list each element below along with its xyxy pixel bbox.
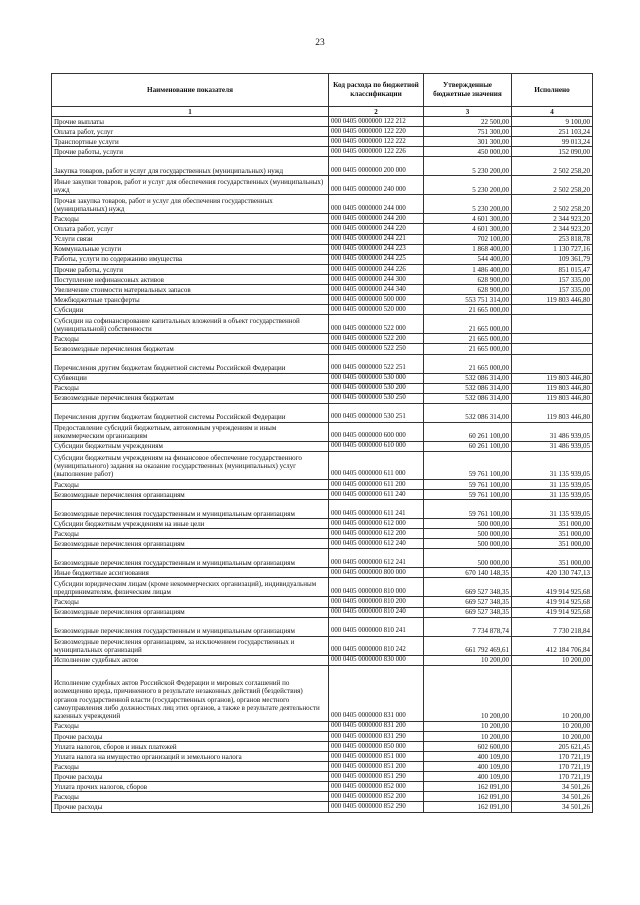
row-code: 000 0405 0000000 122 226 [329, 147, 424, 157]
row-code: 000 0405 0000000 244 221 [329, 234, 424, 244]
row-executed [512, 334, 593, 344]
row-name: Коммунальные услуги [52, 244, 329, 254]
table-body [52, 117, 593, 813]
row-approved: 532 086 314,00 [424, 393, 512, 403]
row-code: 000 0405 0000000 850 000 [329, 741, 424, 751]
row-code: 000 0405 0000000 612 200 [329, 529, 424, 539]
row-name: Уплата налога на имущество организаций и земельного налога [52, 752, 329, 762]
row-executed: 31 135 939,05 [512, 500, 593, 519]
row-name: Субсидии на софинансирование капитальных вложений в объект государственной (муниципальной) собственности [52, 315, 329, 334]
row-code: 000 0405 0000000 852 000 [329, 782, 424, 792]
row-code: 000 0405 0000000 600 000 [329, 422, 424, 441]
row-name: Иные бюджетные ассигнования [52, 568, 329, 578]
row-approved: 10 200,00 [424, 731, 512, 741]
table-row [52, 617, 593, 636]
row-approved: 7 734 878,74 [424, 617, 512, 636]
row-executed: 351 000,00 [512, 539, 593, 549]
row-executed: 251 103,24 [512, 127, 593, 137]
row-code: 000 0405 0000000 530 200 [329, 383, 424, 393]
row-approved: 10 200,00 [424, 665, 512, 721]
row-executed: 1 130 727,16 [512, 244, 593, 254]
row-code: 000 0405 0000000 122 222 [329, 137, 424, 147]
row-approved: 1 868 400,00 [424, 244, 512, 254]
row-code: 000 0405 0000000 530 250 [329, 393, 424, 403]
row-code: 000 0405 0000000 610 000 [329, 441, 424, 451]
page-number: 23 [315, 38, 325, 48]
row-name: Поступление нефинансовых активов [52, 274, 329, 284]
row-approved: 22 500,00 [424, 117, 512, 127]
row-approved: 628 900,00 [424, 274, 512, 284]
row-executed: 157 335,00 [512, 274, 593, 284]
row-code: 000 0405 0000000 831 200 [329, 721, 424, 731]
row-approved: 5 230 200,00 [424, 195, 512, 214]
row-executed: 119 803 446,80 [512, 403, 593, 422]
row-name: Прочие расходы [52, 772, 329, 782]
row-name: Безвозмездные перечисления организациям, за исключением государственных и муниципальных организаций [52, 636, 329, 655]
row-code: 000 0405 0000000 830 000 [329, 655, 424, 665]
row-approved: 500 000,00 [424, 539, 512, 549]
table-row [52, 741, 593, 751]
row-executed: 31 486 939,05 [512, 422, 593, 441]
table-row [52, 519, 593, 529]
row-executed: 419 914 925,68 [512, 597, 593, 607]
row-approved: 544 400,00 [424, 254, 512, 264]
table-row [52, 441, 593, 451]
row-name: Безвозмездные перечисления организациям [52, 607, 329, 617]
row-name: Безвозмездные перечисления организациям [52, 539, 329, 549]
table-row [52, 224, 593, 234]
row-code: 000 0405 0000000 244 223 [329, 244, 424, 254]
row-approved: 532 086 314,00 [424, 373, 512, 383]
row-executed: 2 344 923,20 [512, 214, 593, 224]
row-code: 000 0405 0000000 244 340 [329, 285, 424, 295]
row-code: 000 0405 0000000 810 240 [329, 607, 424, 617]
row-executed: 119 803 446,80 [512, 383, 593, 393]
header-name: Наименование показателя [52, 74, 329, 107]
row-approved: 500 000,00 [424, 529, 512, 539]
col-number-2: 2 [329, 107, 424, 117]
row-approved: 60 261 100,00 [424, 441, 512, 451]
row-code: 000 0405 0000000 612 240 [329, 539, 424, 549]
row-code: 000 0405 0000000 852 290 [329, 802, 424, 812]
row-code: 000 0405 0000000 244 000 [329, 195, 424, 214]
table-row [52, 393, 593, 403]
row-approved: 669 527 348,35 [424, 597, 512, 607]
row-name: Безвозмездные перечисления организациям [52, 489, 329, 499]
row-name: Прочие работы, услуги [52, 264, 329, 274]
row-name: Расходы [52, 529, 329, 539]
row-approved: 59 761 100,00 [424, 489, 512, 499]
row-approved: 661 792 469,61 [424, 636, 512, 655]
row-code: 000 0405 0000000 530 000 [329, 373, 424, 383]
table-row [52, 451, 593, 479]
row-executed: 152 090,00 [512, 147, 593, 157]
row-name: Субсидии [52, 305, 329, 315]
row-approved: 4 601 300,00 [424, 214, 512, 224]
row-approved: 60 261 100,00 [424, 422, 512, 441]
row-name: Субсидии юридическим лицам (кроме некоммерческих организаций), индивидуальным предпринимателям, физическим лицам [52, 578, 329, 597]
row-code: 000 0405 0000000 244 220 [329, 224, 424, 234]
row-name: Работы, услуги по содержанию имущества [52, 254, 329, 264]
row-executed: 205 621,45 [512, 741, 593, 751]
row-executed: 10 200,00 [512, 731, 593, 741]
row-executed: 2 502 258,20 [512, 195, 593, 214]
row-code: 000 0405 0000000 810 242 [329, 636, 424, 655]
row-executed: 9 100,00 [512, 117, 593, 127]
table-row [52, 752, 593, 762]
row-name: Прочие расходы [52, 802, 329, 812]
row-code: 000 0405 0000000 611 000 [329, 451, 424, 479]
row-code: 000 0405 0000000 240 000 [329, 176, 424, 195]
row-name: Расходы [52, 479, 329, 489]
row-approved: 400 109,00 [424, 772, 512, 782]
row-executed: 170 721,19 [512, 762, 593, 772]
row-name: Субвенции [52, 373, 329, 383]
row-name: Перечисления другим бюджетам бюджетной системы Российской Федерации [52, 354, 329, 373]
row-code: 000 0405 0000000 611 241 [329, 500, 424, 519]
row-approved: 301 300,00 [424, 137, 512, 147]
row-name: Закупка товаров, работ и услуг для государственных (муниципальных) нужд [52, 157, 329, 176]
row-executed: 351 000,00 [512, 519, 593, 529]
row-approved: 10 200,00 [424, 721, 512, 731]
row-code: 000 0405 0000000 810 000 [329, 578, 424, 597]
row-code: 000 0405 0000000 800 000 [329, 568, 424, 578]
row-name: Расходы [52, 597, 329, 607]
row-executed: 351 000,00 [512, 549, 593, 568]
header-approved: Утвержденные бюджетные значения [424, 74, 512, 107]
row-executed: 119 803 446,80 [512, 373, 593, 383]
row-code: 000 0405 0000000 852 200 [329, 792, 424, 802]
table-row [52, 597, 593, 607]
row-name: Межбюджетные трансферты [52, 295, 329, 305]
table-row [52, 176, 593, 195]
row-code: 000 0405 0000000 612 000 [329, 519, 424, 529]
row-executed: 119 803 446,80 [512, 393, 593, 403]
table-row [52, 157, 593, 176]
table-row [52, 254, 593, 264]
row-name: Прочие расходы [52, 731, 329, 741]
row-name: Транспортные услуги [52, 137, 329, 147]
row-approved: 450 000,00 [424, 147, 512, 157]
row-executed: 2 344 923,20 [512, 224, 593, 234]
row-executed: 10 200,00 [512, 665, 593, 721]
table-row [52, 305, 593, 315]
row-name: Расходы [52, 334, 329, 344]
table-row [52, 117, 593, 127]
row-code: 000 0405 0000000 122 220 [329, 127, 424, 137]
row-code: 000 0405 0000000 244 200 [329, 214, 424, 224]
table-row [52, 344, 593, 354]
row-name: Расходы [52, 214, 329, 224]
row-name: Иные закупки товаров, работ и услуг для обеспечения государственных (муниципальных) нужд [52, 176, 329, 195]
row-name: Расходы [52, 762, 329, 772]
table-row [52, 479, 593, 489]
row-executed: 170 721,19 [512, 752, 593, 762]
row-name: Безвозмездные перечисления государственным и муниципальным организациям [52, 617, 329, 636]
row-code: 000 0405 0000000 522 200 [329, 334, 424, 344]
table-row [52, 264, 593, 274]
row-name: Исполнение судебных актов [52, 655, 329, 665]
row-executed [512, 344, 593, 354]
table-row [52, 295, 593, 305]
row-approved: 59 761 100,00 [424, 500, 512, 519]
row-code: 000 0405 0000000 611 240 [329, 489, 424, 499]
row-executed: 2 502 258,20 [512, 176, 593, 195]
header-code: Код расхода по бюджетной классификации [329, 74, 424, 107]
row-executed: 351 000,00 [512, 529, 593, 539]
row-code: 000 0405 0000000 831 000 [329, 665, 424, 721]
row-code: 000 0405 0000000 851 000 [329, 752, 424, 762]
row-name: Перечисления другим бюджетам бюджетной системы Российской Федерации [52, 403, 329, 422]
row-approved: 21 665 000,00 [424, 334, 512, 344]
row-name: Прочие выплаты [52, 117, 329, 127]
table-row [52, 137, 593, 147]
row-name: Безвозмездные перечисления бюджетам [52, 344, 329, 354]
row-name: Субсидии бюджетным учреждениям на финансовое обеспечение государственного (муниципального) задания на оказание государственных (муниципальных) услуг (выполнение работ) [52, 451, 329, 479]
row-executed: 31 135 939,05 [512, 451, 593, 479]
row-executed: 31 486 939,05 [512, 441, 593, 451]
row-executed [512, 354, 593, 373]
table-row [52, 234, 593, 244]
row-code: 000 0405 0000000 244 225 [329, 254, 424, 264]
row-executed: 157 335,00 [512, 285, 593, 295]
row-approved: 628 900,00 [424, 285, 512, 295]
row-approved: 21 665 000,00 [424, 315, 512, 334]
row-code: 000 0405 0000000 522 250 [329, 344, 424, 354]
col-number-4: 4 [512, 107, 593, 117]
row-approved: 532 086 314,00 [424, 383, 512, 393]
table-row [52, 772, 593, 782]
row-approved: 59 761 100,00 [424, 479, 512, 489]
row-code: 000 0405 0000000 244 300 [329, 274, 424, 284]
row-code: 000 0405 0000000 810 241 [329, 617, 424, 636]
row-executed: 419 914 925,68 [512, 607, 593, 617]
row-approved: 553 751 314,00 [424, 295, 512, 305]
row-code: 000 0405 0000000 851 200 [329, 762, 424, 772]
row-approved: 602 600,00 [424, 741, 512, 751]
row-executed: 34 501,26 [512, 792, 593, 802]
table-row [52, 578, 593, 597]
row-name: Прочая закупка товаров, работ и услуг для обеспечения государственных (муниципальных) нужд [52, 195, 329, 214]
row-code: 000 0405 0000000 520 000 [329, 305, 424, 315]
table-row [52, 792, 593, 802]
table-row [52, 655, 593, 665]
table-row [52, 489, 593, 499]
row-executed: 2 502 258,20 [512, 157, 593, 176]
row-name: Безвозмездные перечисления бюджетам [52, 393, 329, 403]
row-approved: 669 527 348,35 [424, 578, 512, 597]
row-approved: 400 109,00 [424, 762, 512, 772]
row-approved: 1 486 400,00 [424, 264, 512, 274]
table-row [52, 782, 593, 792]
row-name: Расходы [52, 792, 329, 802]
row-executed: 419 914 925,68 [512, 578, 593, 597]
table-row [52, 731, 593, 741]
row-approved: 10 200,00 [424, 655, 512, 665]
row-approved: 669 527 348,35 [424, 607, 512, 617]
row-name: Расходы [52, 383, 329, 393]
row-approved: 21 665 000,00 [424, 344, 512, 354]
row-executed: 119 803 446,80 [512, 295, 593, 305]
row-name: Расходы [52, 721, 329, 731]
table-row [52, 721, 593, 731]
row-approved: 59 761 100,00 [424, 451, 512, 479]
table-row [52, 373, 593, 383]
table-row [52, 802, 593, 812]
table-row [52, 568, 593, 578]
row-executed: 7 730 218,84 [512, 617, 593, 636]
table-row [52, 334, 593, 344]
row-name: Субсидии бюджетным учреждениям на иные цели [52, 519, 329, 529]
table-row [52, 285, 593, 295]
row-executed: 253 818,78 [512, 234, 593, 244]
row-executed [512, 305, 593, 315]
table-row [52, 315, 593, 334]
row-executed: 99 013,24 [512, 137, 593, 147]
row-name: Безвозмездные перечисления государственным и муниципальным организациям [52, 549, 329, 568]
row-code: 000 0405 0000000 810 200 [329, 597, 424, 607]
row-name: Услуги связи [52, 234, 329, 244]
table-row [52, 127, 593, 137]
row-approved: 532 086 314,00 [424, 403, 512, 422]
table-row [52, 147, 593, 157]
row-approved: 162 091,00 [424, 802, 512, 812]
table-row [52, 665, 593, 721]
col-number-1: 1 [52, 107, 329, 117]
row-executed: 170 721,19 [512, 772, 593, 782]
row-executed: 109 361,79 [512, 254, 593, 264]
row-code: 000 0405 0000000 200 000 [329, 157, 424, 176]
row-executed: 31 135 939,05 [512, 479, 593, 489]
row-code: 000 0405 0000000 522 251 [329, 354, 424, 373]
row-approved: 500 000,00 [424, 519, 512, 529]
table-row [52, 500, 593, 519]
row-code: 000 0405 0000000 500 000 [329, 295, 424, 305]
row-code: 000 0405 0000000 522 000 [329, 315, 424, 334]
table-row [52, 539, 593, 549]
row-executed: 10 200,00 [512, 655, 593, 665]
row-code: 000 0405 0000000 612 241 [329, 549, 424, 568]
row-name: Оплата работ, услуг [52, 224, 329, 234]
table-row [52, 274, 593, 284]
table-row [52, 214, 593, 224]
row-executed: 412 184 706,84 [512, 636, 593, 655]
table-row [52, 529, 593, 539]
row-executed: 420 130 747,13 [512, 568, 593, 578]
row-code: 000 0405 0000000 122 212 [329, 117, 424, 127]
row-code: 000 0405 0000000 530 251 [329, 403, 424, 422]
row-name: Безвозмездные перечисления государственным и муниципальным организациям [52, 500, 329, 519]
row-approved: 5 230 200,00 [424, 176, 512, 195]
row-approved: 5 230 200,00 [424, 157, 512, 176]
row-executed: 10 200,00 [512, 721, 593, 731]
row-code: 000 0405 0000000 831 290 [329, 731, 424, 741]
row-approved: 21 665 000,00 [424, 305, 512, 315]
row-executed: 31 135 939,05 [512, 489, 593, 499]
row-name: Прочие работы, услуги [52, 147, 329, 157]
row-name: Исполнение судебных актов Российской Федерации и мировых соглашений по возмещению вреда, причиненного в результате незаконных действий (бездействия) органов государственной власти (государственных органов), органов местного самоуправления либо должностных лиц этих органов, а также в результате деятельности казенных учреждений [52, 665, 329, 721]
budget-table [51, 73, 593, 813]
row-name: Предоставление субсидий бюджетным, автономным учреждениям и иным некоммерческим организациям [52, 422, 329, 441]
row-approved: 4 601 300,00 [424, 224, 512, 234]
row-approved: 500 000,00 [424, 549, 512, 568]
row-name: Уплата налогов, сборов и иных платежей [52, 741, 329, 751]
row-name: Субсидии бюджетным учреждениям [52, 441, 329, 451]
col-number-3: 3 [424, 107, 512, 117]
row-approved: 162 091,00 [424, 782, 512, 792]
row-code: 000 0405 0000000 851 290 [329, 772, 424, 782]
row-executed: 34 501,26 [512, 802, 593, 812]
row-name: Уплата прочих налогов, сборов [52, 782, 329, 792]
row-approved: 702 100,00 [424, 234, 512, 244]
row-approved: 400 109,00 [424, 752, 512, 762]
row-approved: 670 140 148,35 [424, 568, 512, 578]
table-row [52, 607, 593, 617]
table-row [52, 422, 593, 441]
row-approved: 21 665 000,00 [424, 354, 512, 373]
table-row [52, 354, 593, 373]
table-row [52, 636, 593, 655]
table-row [52, 383, 593, 393]
row-executed: 34 501,26 [512, 782, 593, 792]
table-row [52, 195, 593, 214]
table-row [52, 762, 593, 772]
row-name: Увеличение стоимости материальных запасов [52, 285, 329, 295]
row-approved: 751 300,00 [424, 127, 512, 137]
table-row [52, 403, 593, 422]
row-code: 000 0405 0000000 244 226 [329, 264, 424, 274]
table-row [52, 549, 593, 568]
header-executed: Исполнено [512, 74, 593, 107]
row-executed [512, 315, 593, 334]
row-code: 000 0405 0000000 611 200 [329, 479, 424, 489]
row-name: Оплата работ, услуг [52, 127, 329, 137]
row-approved: 162 091,00 [424, 792, 512, 802]
row-executed: 851 015,47 [512, 264, 593, 274]
table-row [52, 244, 593, 254]
